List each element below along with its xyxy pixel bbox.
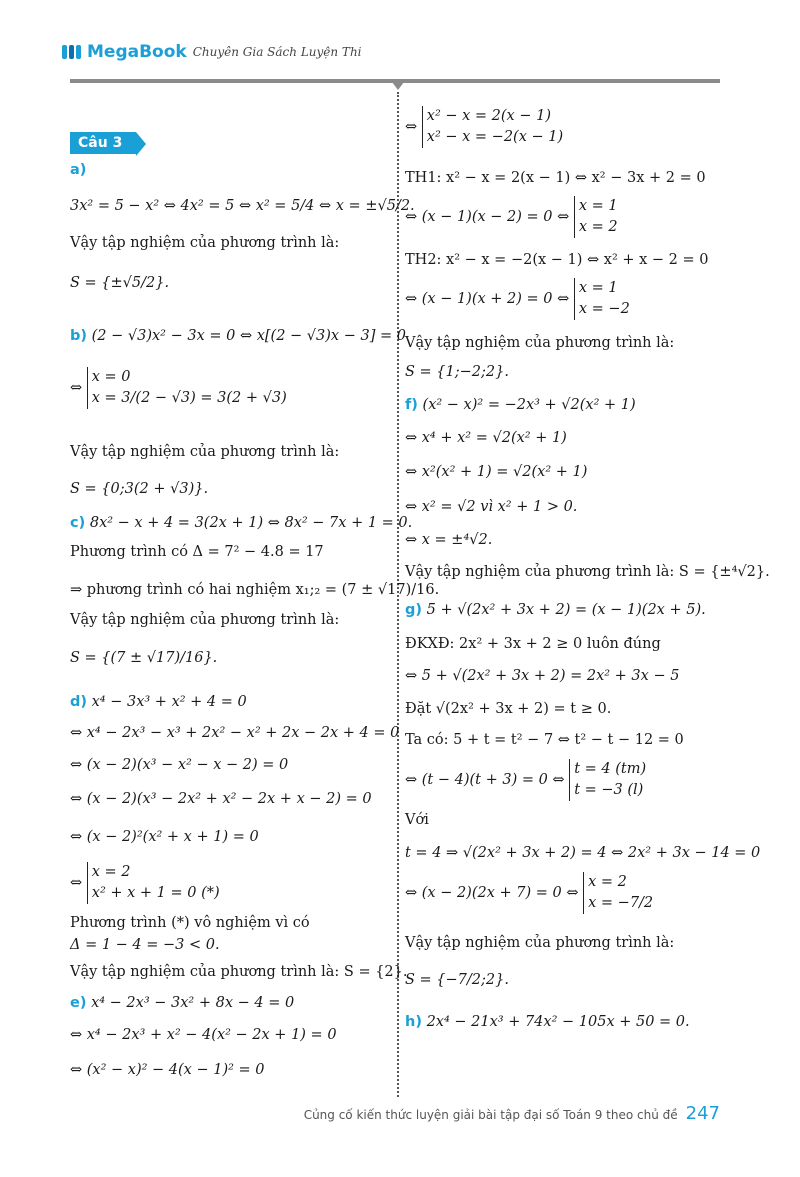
part-f-step-2: ⇔ x²(x² + 1) = √2(x² + 1)	[405, 464, 588, 480]
part-g-t-roots	[569, 759, 646, 801]
part-a-set: S = {±√5/2}.	[70, 275, 170, 291]
system-row: x = 3/(2 − √3) = 3(2 + √3)	[91, 390, 287, 407]
part-d-label: d)	[70, 694, 88, 710]
part-d-step-3: ⇔ (x − 2)(x³ − 2x² + x² − 2x + x − 2) = 0	[70, 791, 372, 807]
part-e-system	[422, 106, 563, 148]
part-d-system	[87, 862, 220, 904]
part-g-set: S = {−7/2;2}.	[405, 972, 509, 988]
system-row: x = 2	[588, 874, 627, 890]
system-row: x = 1	[578, 198, 618, 214]
system-row: x = −2	[578, 301, 630, 318]
part-c-delta: Phương trình có Δ = 7² − 4.8 = 17	[70, 544, 324, 560]
system-row: x² − x = 2(x − 1)	[426, 108, 551, 124]
part-e-set: S = {1;−2;2}.	[405, 364, 509, 380]
part-h-equation: 2x⁴ − 21x³ + 74x² − 105x + 50 = 0.	[426, 1014, 690, 1030]
part-g-equation: 5 + √(2x² + 3x + 2) = (x − 1)(2x + 5).	[426, 602, 706, 618]
part-e-step-1: ⇔ x⁴ − 2x³ + x² − 4(x² − 2x + 1) = 0	[70, 1027, 337, 1043]
part-d-note-2: Δ = 1 − 4 = −3 < 0.	[70, 937, 220, 953]
footer-text: Củng cố kiến thức luyện giải bài tập đại số Toán 9 theo chủ đề	[303, 1108, 678, 1122]
part-g-domain: ĐKXĐ: 2x² + 3x + 2 ≥ 0 luôn đúng	[405, 636, 661, 652]
solution-text: Vậy tập nghiệm của phương trình là:	[70, 235, 340, 251]
part-g-factor: ⇔ (t − 4)(t + 3) = 0 ⇔	[405, 772, 565, 789]
part-g-step-1: ⇔ 5 + √(2x² + 3x + 2) = 2x² + 3x − 5	[405, 668, 680, 684]
part-h-label: h)	[405, 1014, 422, 1030]
part-c-set: S = {(7 ± √17)/16}.	[70, 650, 218, 666]
part-g-step-4: t = 4 ⇒ √(2x² + 3x + 2) = 4 ⇔ 2x² + 3x − 14 = 0	[405, 845, 761, 861]
part-c-equation: 8x² − x + 4 = 3(2x + 1) ⇔ 8x² − 7x + 1 = 0.	[89, 515, 413, 531]
part-b-set: S = {0;3(2 + √3)}.	[70, 481, 209, 497]
case-2-roots	[574, 278, 630, 320]
brand-name: MegaBook	[87, 42, 187, 62]
page-footer	[304, 1103, 720, 1124]
part-f-step-4: ⇔ x = ±⁴√2.	[405, 532, 493, 548]
part-b-equation: (2 − √3)x² − 3x = 0 ⇔ x[(2 − √3)x − 3] = 0	[91, 328, 406, 344]
system-row: t = 4 (tm)	[574, 761, 647, 777]
brand-tagline: Chuyên Gia Sách Luyện Thi	[192, 45, 362, 59]
case-2-factor: ⇔ (x − 1)(x + 2) = 0 ⇔	[405, 291, 570, 308]
section-badge: Câu 3	[70, 132, 136, 154]
part-f-equation: (x² − x)² = −2x³ + √2(x² + 1)	[422, 397, 636, 413]
part-g-x-roots	[583, 872, 653, 914]
page-number: 247	[685, 1103, 720, 1124]
part-e-equation: x⁴ − 2x³ − 3x² + 8x − 4 = 0	[91, 995, 295, 1011]
part-f-step-3: ⇔ x² = √2 vì x² + 1 > 0.	[405, 499, 578, 515]
part-f-label: f)	[405, 397, 418, 413]
system-row: x = −7/2	[588, 895, 654, 912]
part-d-step-2: ⇔ (x − 2)(x³ − x² − x − 2) = 0	[70, 757, 289, 773]
part-d-set: Vậy tập nghiệm của phương trình là: S = {2}.	[70, 964, 408, 980]
page-header	[62, 40, 362, 64]
system-row: x = 2	[578, 219, 618, 236]
part-g-step-2: Ta có: 5 + t = t² − 7 ⇔ t² − t − 12 = 0	[405, 732, 684, 748]
part-f-set: Vậy tập nghiệm của phương trình là: S = {±⁴√2}.	[405, 564, 770, 580]
part-a-label: a)	[70, 162, 87, 178]
solution-text: Vậy tập nghiệm của phương trình là:	[405, 335, 675, 351]
system-row: x = 2	[91, 864, 131, 880]
part-g-factor-2: ⇔ (x − 2)(2x + 7) = 0 ⇔	[405, 885, 579, 902]
megabook-logo-icon	[62, 45, 81, 59]
part-a-equation: 3x² = 5 − x² ⇔ 4x² = 5 ⇔ x² = 5/4 ⇔ x = ±√5/2.	[70, 198, 415, 214]
part-d-step-1: ⇔ x⁴ − 2x³ − x³ + 2x² − x² + 2x − 2x + 4 = 0	[70, 725, 400, 741]
solution-text: Vậy tập nghiệm của phương trình là:	[70, 444, 340, 460]
system-row: t = −3 (l)	[574, 782, 644, 799]
case-2: TH2: x² − x = −2(x − 1) ⇔ x² + x − 2 = 0	[405, 252, 709, 268]
part-e-step-2: ⇔ (x² − x)² − 4(x − 1)² = 0	[70, 1062, 265, 1078]
part-f-step-1: ⇔ x⁴ + x² = √2(x² + 1)	[405, 430, 567, 446]
system-row: x = 0	[91, 369, 131, 385]
part-e-label: e)	[70, 995, 87, 1011]
case-1: TH1: x² − x = 2(x − 1) ⇔ x² − 3x + 2 = 0	[405, 170, 706, 186]
system-row: x² − x = −2(x − 1)	[426, 129, 564, 146]
part-g-with: Với	[405, 812, 429, 828]
center-arrow-icon	[392, 82, 404, 90]
solution-text: Vậy tập nghiệm của phương trình là:	[405, 935, 675, 951]
solution-text: Vậy tập nghiệm của phương trình là:	[70, 612, 340, 628]
system-row: x² + x + 1 = 0 (*)	[91, 885, 220, 902]
case-1-roots	[574, 196, 618, 238]
part-d-equation: x⁴ − 3x³ + x² + 4 = 0	[91, 694, 247, 710]
part-d-note-1: Phương trình (*) vô nghiệm vì có	[70, 915, 310, 931]
part-g-label: g)	[405, 602, 423, 618]
case-1-factor: ⇔ (x − 1)(x − 2) = 0 ⇔	[405, 209, 570, 226]
part-g-substitution: Đặt √(2x² + 3x + 2) = t ≥ 0.	[405, 701, 612, 717]
part-b-label: b)	[70, 328, 88, 344]
part-b-system	[87, 367, 287, 409]
system-row: x = 1	[578, 280, 618, 296]
part-d-step-4: ⇔ (x − 2)²(x² + x + 1) = 0	[70, 829, 259, 845]
part-c-label: c)	[70, 515, 86, 531]
part-c-roots: ⇒ phương trình có hai nghiệm x₁;₂ = (7 ± √17)/16.	[70, 582, 440, 598]
